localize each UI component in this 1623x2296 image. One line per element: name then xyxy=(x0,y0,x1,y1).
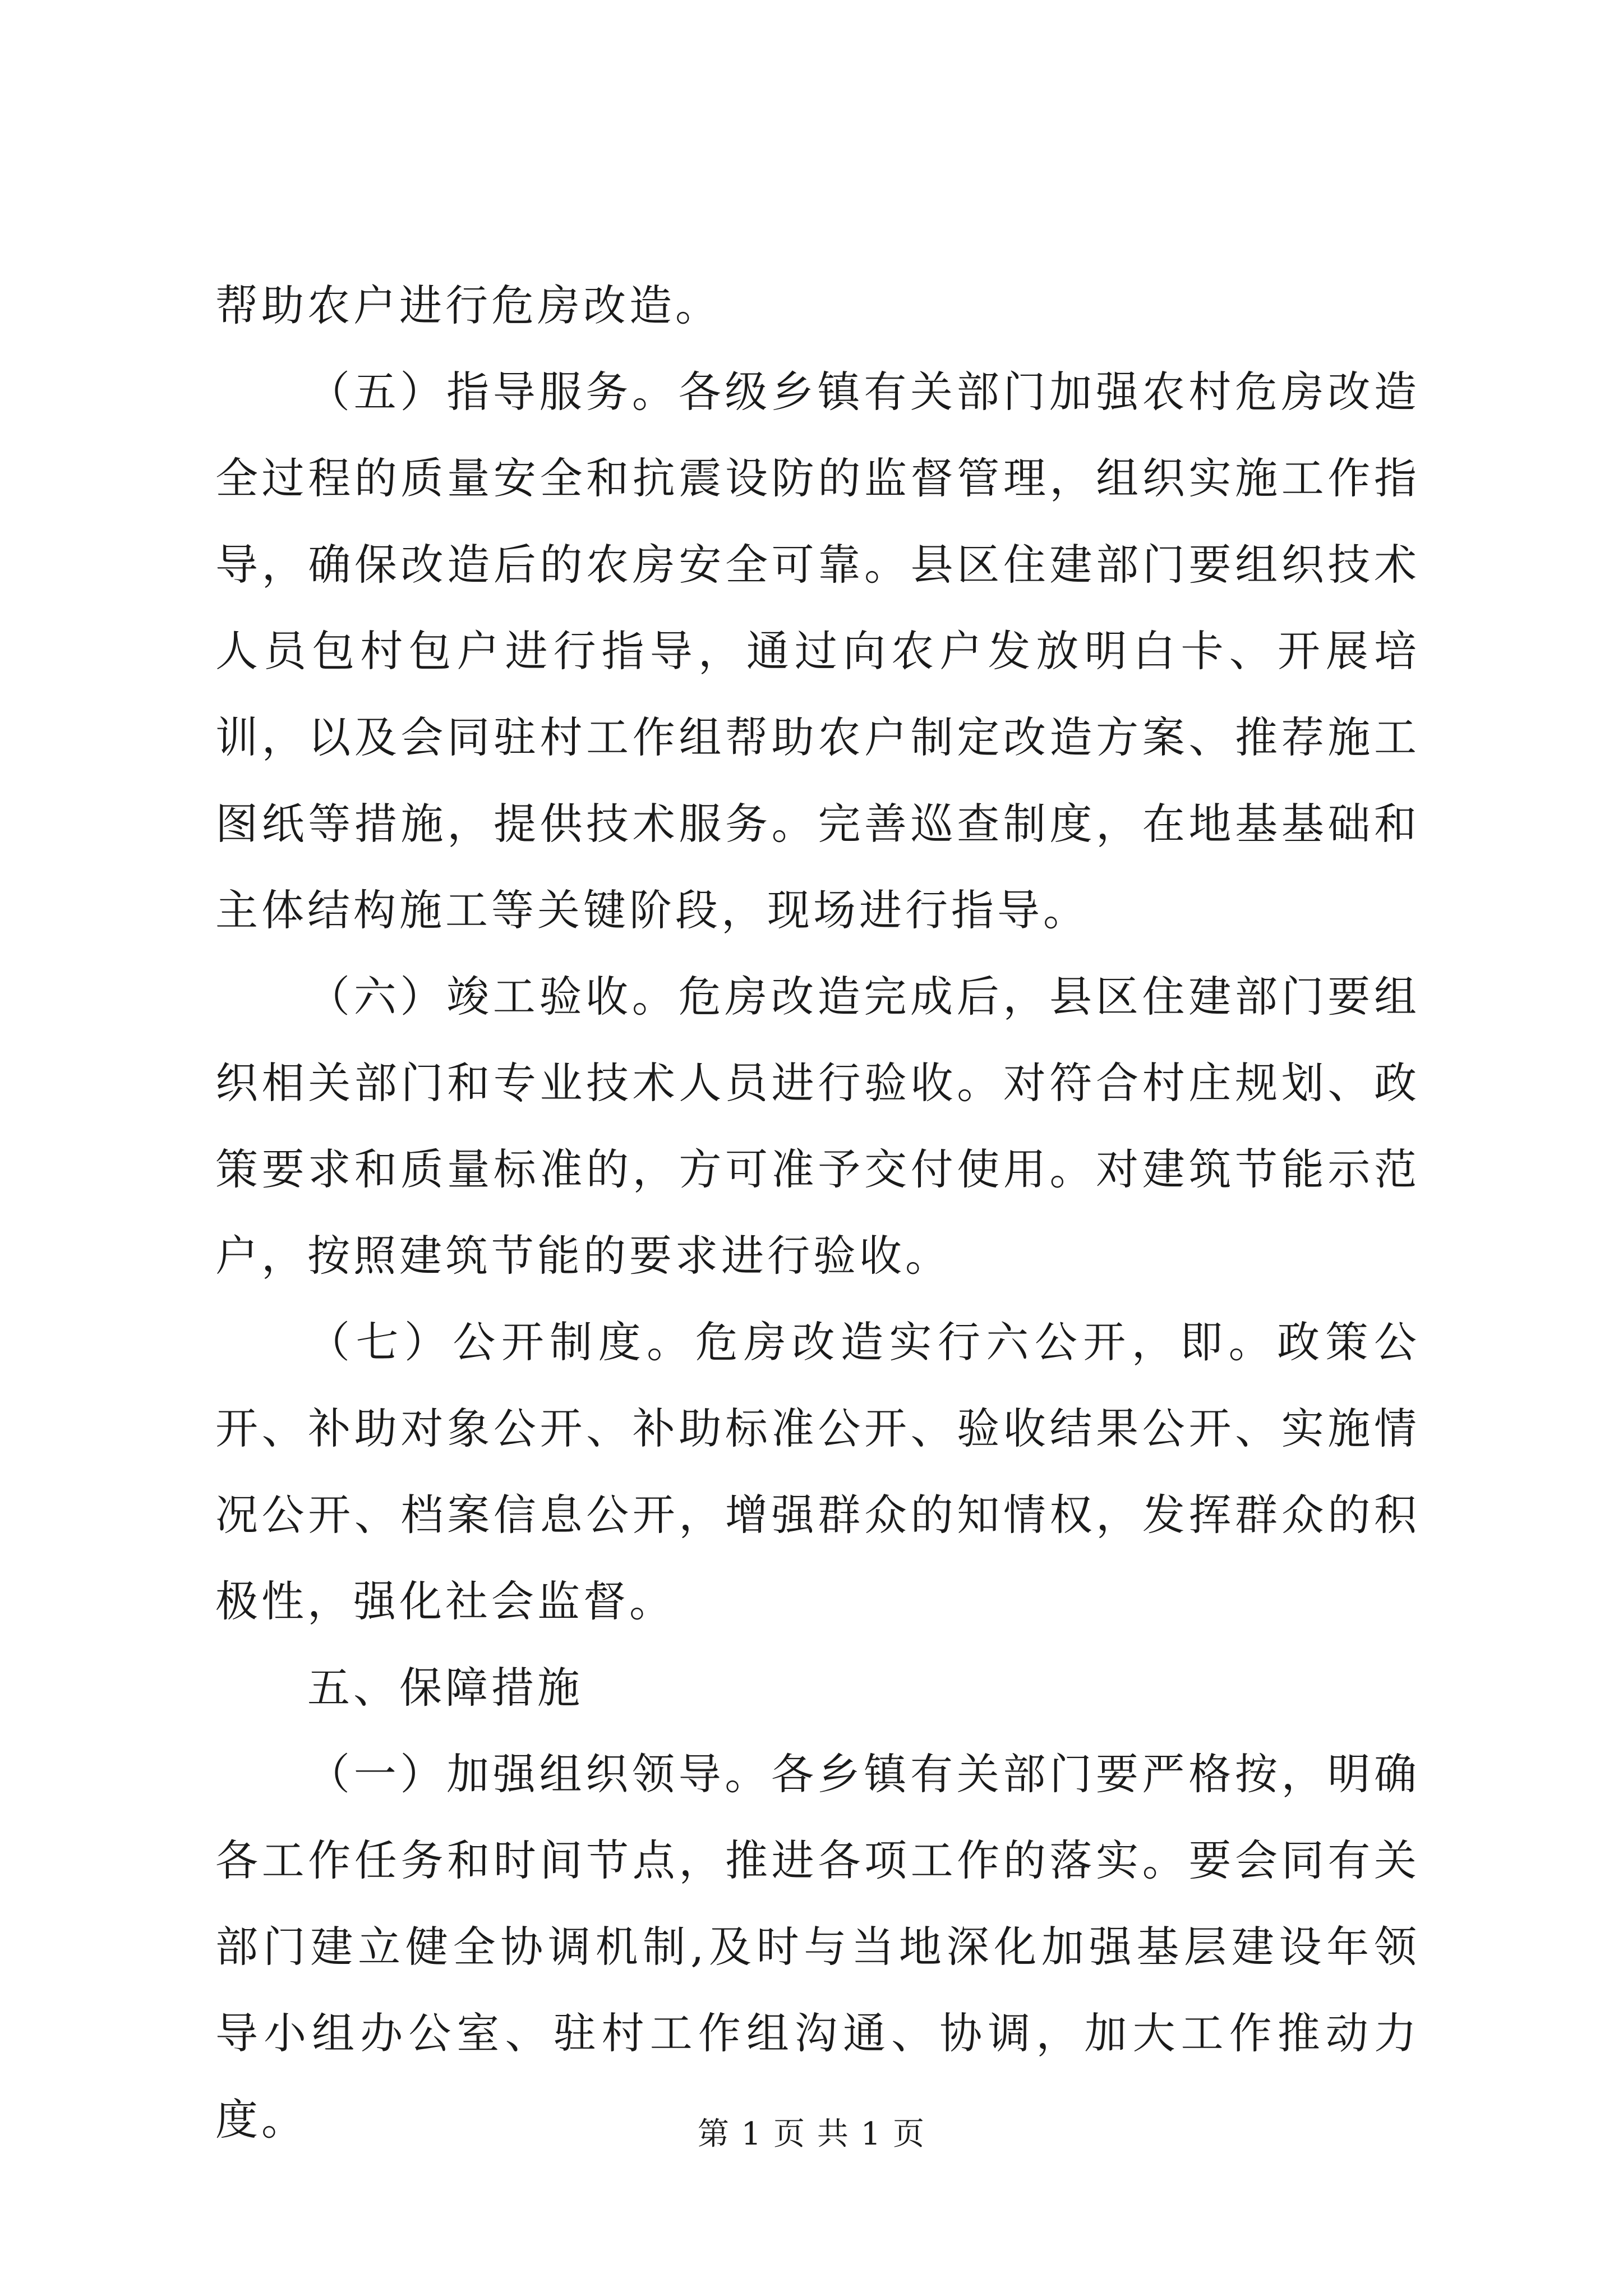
paragraph-disclosure-system: （七）公开制度。危房改造实行六公开，即。政策公开、补助对象公开、补助标准公开、验收结果公开、实施情况公开、档案信息公开，增强群众的知情权，发挥群众的积极性，强化社会监督。 xyxy=(215,1317,1420,1626)
paragraph-guidance-service: （五）指导服务。各级乡镇有关部门加强农村危房改造全过程的质量安全和抗震设防的监督管理，组织实施工作指导，确保改造后的农房安全可靠。县区住建部门要组织技术人员包村包户进行指导，通过向农户发放明白卡、开展培训，以及会同驻村工作组帮助农户制定改造方案、推荐施工图纸等措施，提供技术服务。完善巡查制度，在地基基础和主体结构施工等关键阶段，现场进行指导。 xyxy=(215,367,1420,935)
paragraph-organizational-leadership: （一）加强组织领导。各乡镇有关部门要严格按，明确各工作任务和时间节点，推进各项工作的落实。要会同有关部门建立健全协调机制,及时与当地深化加强基层建设年领导小组办公室、驻村工作组沟通、协调，加大工作推动力度。 xyxy=(215,1749,1420,2145)
paragraph-completion-acceptance: （六）竣工验收。危房改造完成后，县区住建部门要组织相关部门和专业技术人员进行验收。对符合村庄规划、政策要求和质量标准的，方可准予交付使用。对建筑节能示范户，按照建筑节能的要求进行验收。 xyxy=(215,972,1420,1281)
page-number-footer: 第 1 页 共 1 页 xyxy=(697,2116,926,2152)
paragraph-continuation: 帮助农户进行危房改造。 xyxy=(215,280,721,330)
document-body xyxy=(215,263,1420,2163)
section-heading-safeguards: 五、保障措施 xyxy=(307,1663,583,1713)
